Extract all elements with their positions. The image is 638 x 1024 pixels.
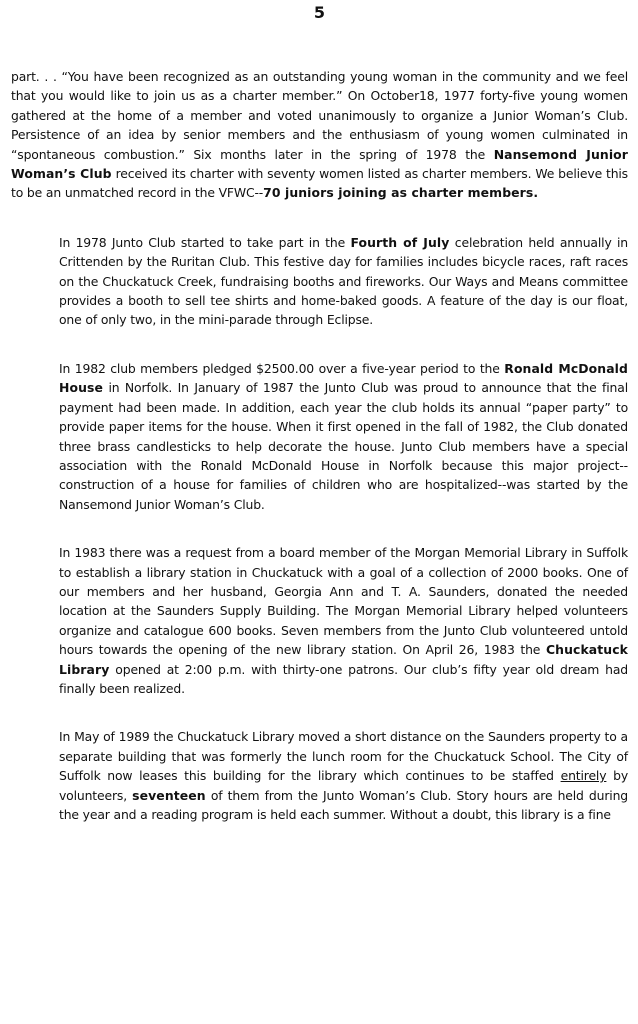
chuckatuck-library-bold: Chuckatuck Library bbox=[59, 642, 628, 677]
charter-record-bold: 70 juniors joining as charter members. bbox=[263, 185, 539, 201]
club-name-bold: Nansemond Junior Woman’s Club bbox=[11, 146, 628, 182]
text-segment: In 1983 there was a request from a board member of the Morgan Memorial Library in Suffolk to establish a library station in Chuckatuck with a goal of a collection of 2000 books. One of our members and her husband, Georgia Ann and T. A. Saunders, donated the needed location at the Saunders Supply Building. The Morgan Memorial Library helped volunteers organize and catalogue 600 books. Seven members from the Junto Club volunteered untold hours towards the opening of the new library station. On April 26, 1983 the bbox=[59, 545, 628, 658]
page-number: 5 bbox=[313, 3, 326, 22]
seventeen-bold: seventeen bbox=[132, 787, 206, 803]
fourth-of-july-bold: Fourth of July bbox=[350, 234, 450, 250]
paragraph-charter bbox=[11, 67, 628, 203]
paragraph-library-station bbox=[11, 543, 628, 698]
text-segment: In 1982 club members pledged $2500.00 over a five-year period to the bbox=[59, 360, 505, 376]
entirely-underlined: entirely bbox=[560, 768, 607, 784]
text-segment: of them from the Junto Woman’s Club. Story hours are held during the year and a reading program is held each summer. Without a doubt, this library is a fine bbox=[59, 787, 628, 822]
text-segment: opened at 2:00 p.m. with thirty-one patrons. Our club’s fifty year old dream had finally been realized. bbox=[59, 661, 628, 696]
text-segment: by volunteers, bbox=[59, 768, 629, 803]
ronald-mcdonald-house-bold: Ronald McDonald House bbox=[59, 360, 628, 396]
text-segment: celebration held annually in Crittenden by the Ruritan Club. This festive day for families includes bicycle races, raft races on the Chuckatuck Creek, fundraising booths and fireworks. Our Ways and Means committee provides a booth to sell tee shirts and home-baked goods. A feature of the day is our float, one of only two, in the mini-parade through Eclipse. bbox=[59, 234, 628, 328]
text-segment: part. . . “You have been recognized as an outstanding young woman in the community and we feel that you would like to join us as a charter member.” On October18, 1977 forty-five young women gathered at the home of a member and voted unanimously to organize a Junior Woman’s Club. Persistence of an idea by senior members and the enthusiasm of young women culminated in “spontaneous combustion.” Six months later in the spring of 1978 the bbox=[11, 69, 628, 162]
text-segment: In 1978 Junto Club started to take part in the bbox=[59, 234, 351, 250]
text-segment: In May of 1989 the Chuckatuck Library moved a short distance on the Saunders property to a separate building that was formerly the lunch room for the Chuckatuck School. The City of Suffolk now leases this building for the library which continues to be staffed bbox=[59, 729, 628, 784]
paragraph-library-move bbox=[11, 727, 628, 824]
paragraph-ronald-mcdonald bbox=[11, 359, 628, 514]
text-segment: in Norfolk. In January of 1987 the Junto Club was proud to announce that the final payment had been made. In addition, each year the club holds its annual “paper party” to provide paper items for the house. When it first opened in the fall of 1982, the Club donated three brass candlesticks to help decorate the house. Junto Club members have a special association with the Ronald McDonald House in Norfolk because this major project--construction of a house for families of children who are hospitalized--was started by the Nansemond Junior Woman’s Club. bbox=[59, 380, 628, 512]
text-segment: received its charter with seventy women listed as charter members. We believe this to be an unmatched record in the VFWC-- bbox=[11, 166, 628, 201]
paragraph-fourth-of-july bbox=[11, 233, 628, 330]
